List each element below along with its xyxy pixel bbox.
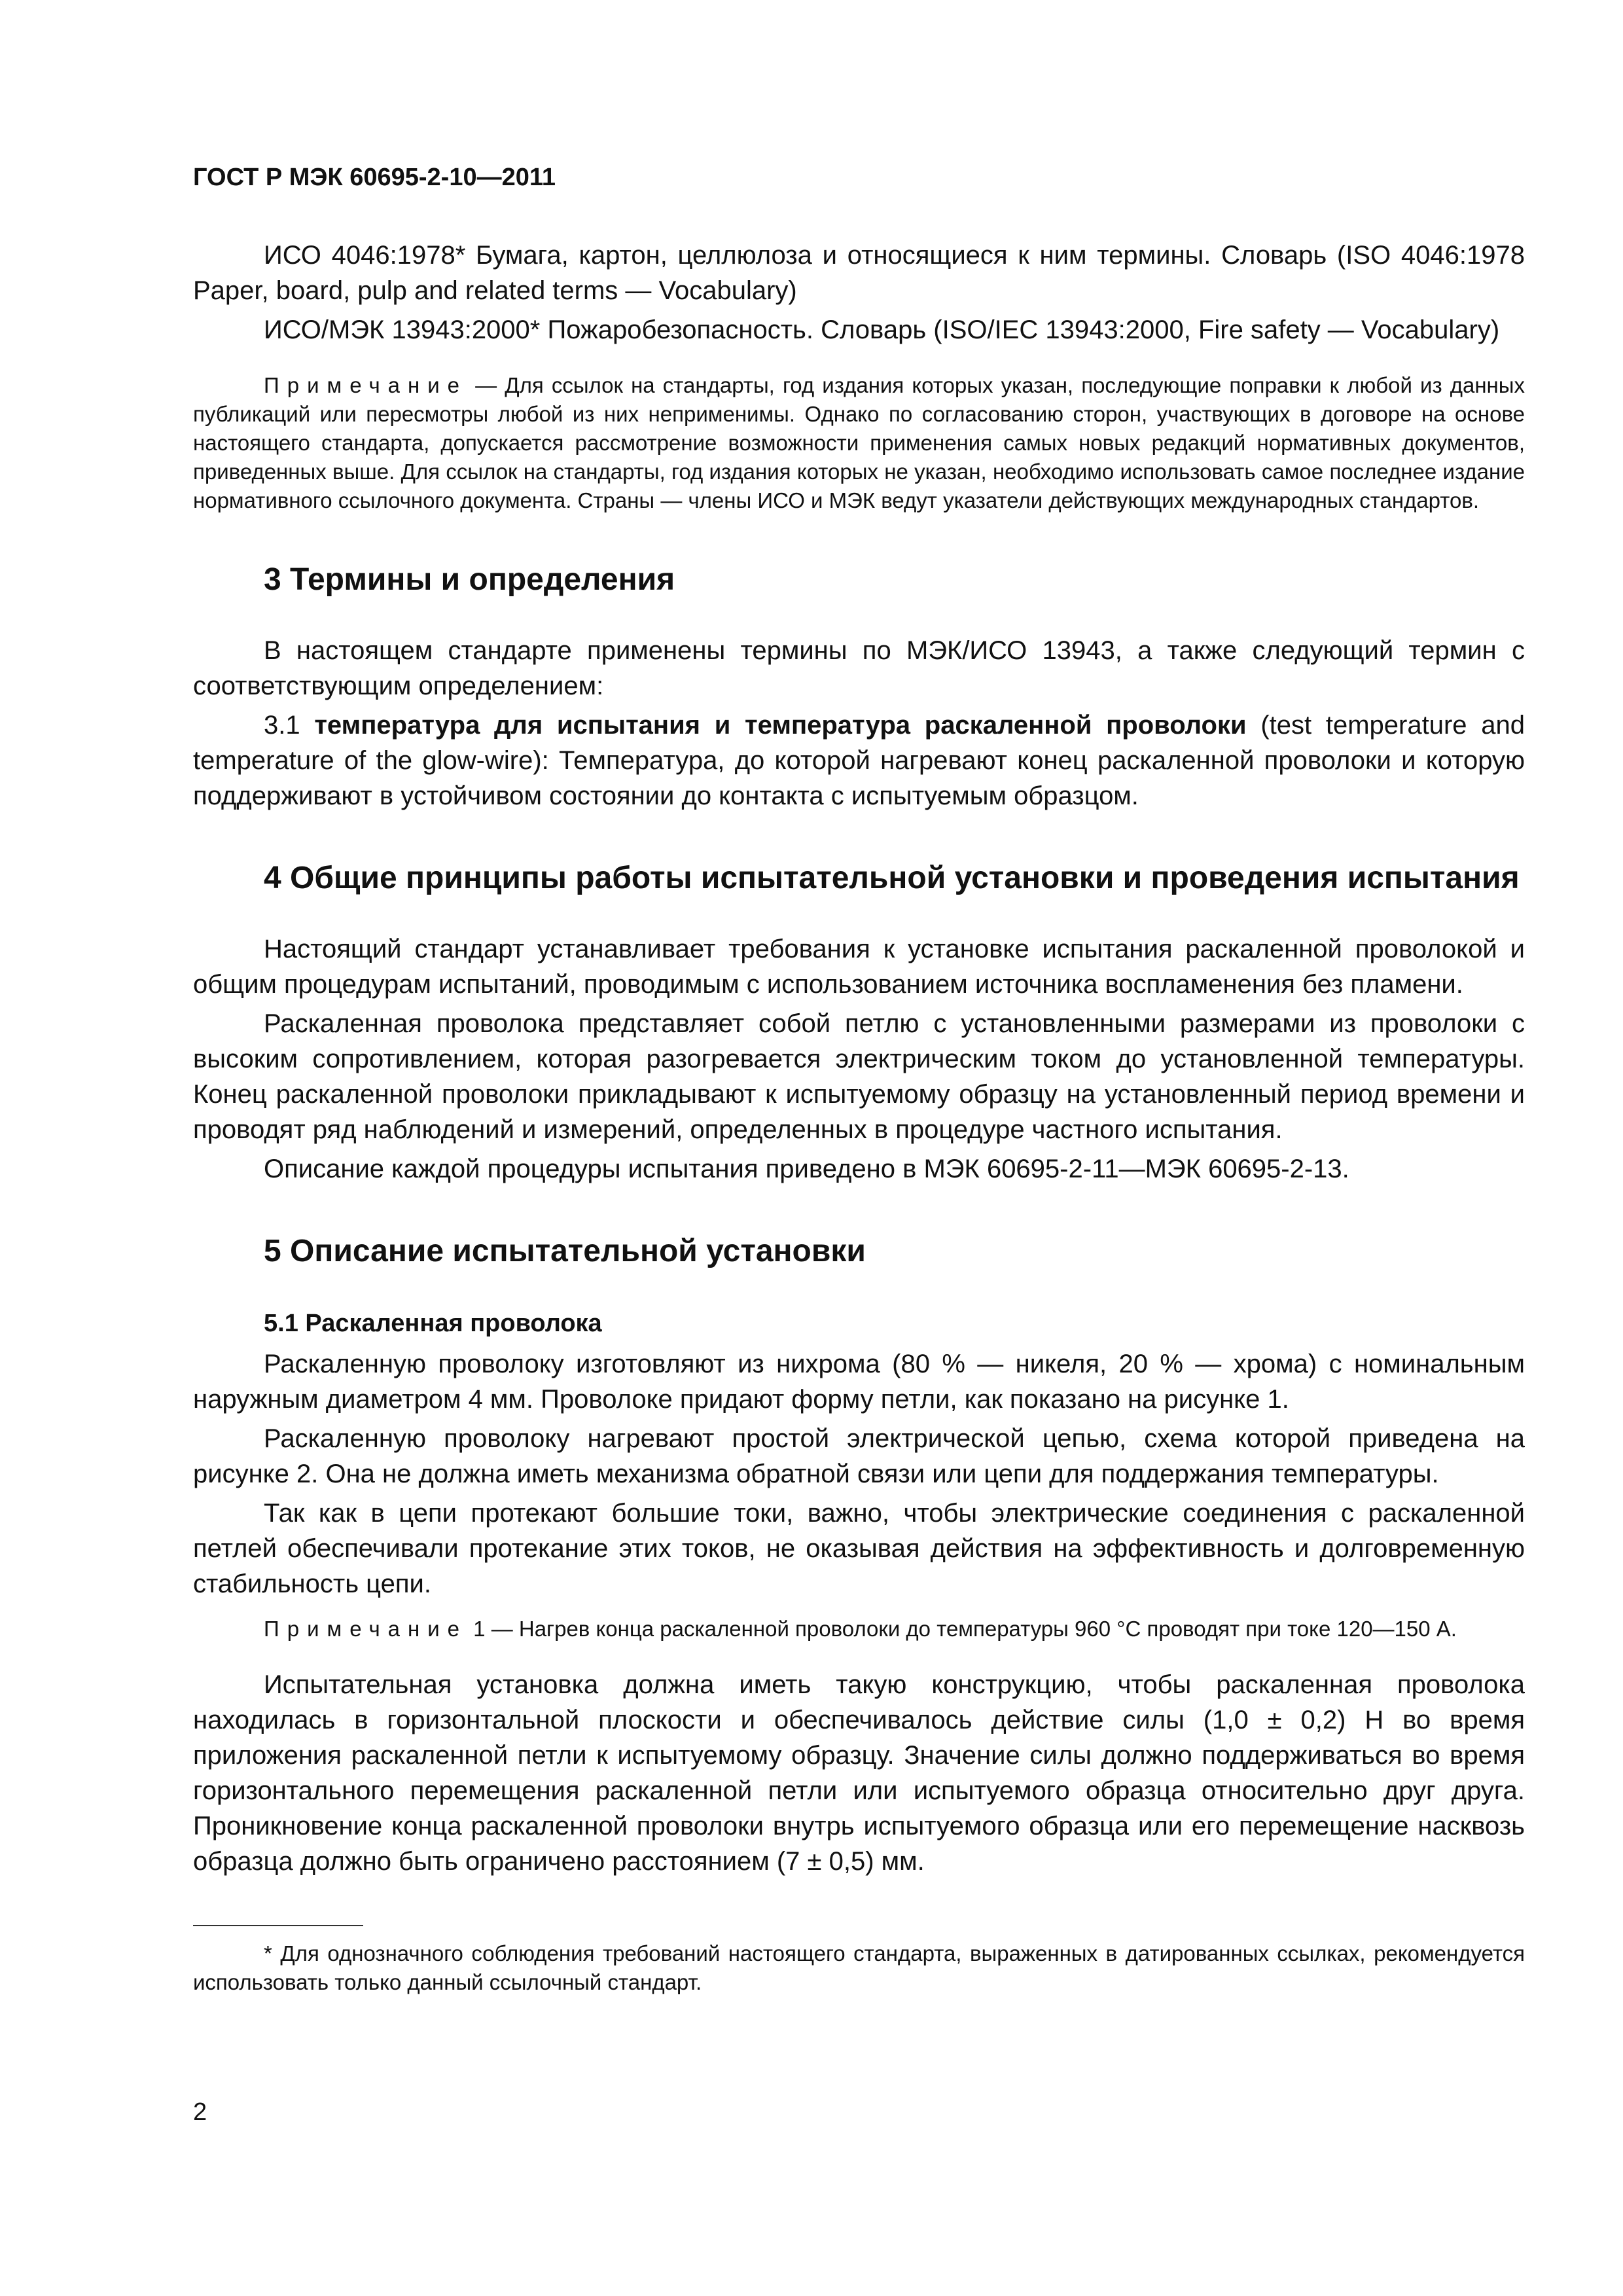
document-header: ГОСТ Р МЭК 60695-2-10—2011 — [193, 164, 556, 191]
section-3-intro: В настоящем стандарте применены термины по МЭК/ИСО 13943, а также следующий термин с соответствующим определением: — [193, 636, 1525, 700]
note-label: Примечание — [264, 373, 468, 397]
note-text: — Для ссылок на стандарты, год издания которых указан, последующие поправки к любой из данных публикаций или пересмотры любой из них неприменимы. Однако по согласованию сторон, участвующих в договоре на основе настоящего стандарта, допускается рассмотрение возможности применения самых новых редакций нормативных документов, приведенных выше. Для ссылок на стандарты, год издания которых не указан, необходимо использовать самое последнее издание нормативного ссылочного документа. Страны — члены ИСО и МЭК ведут указатели действующих международных стандартов. — [193, 373, 1525, 512]
section-4-paragraph: Раскаленная проволока представляет собой петлю с установленными размерами из проволоки с высоким сопротивлением, которая разогревается электрическим током до установленной температуры. Конец раскаленной проволоки прикладывают к испытуемому образцу на установленный период времени и проводят ряд наблюдений и измерений, определенных в процедуре частного испытания. — [193, 1009, 1525, 1144]
note-text: 1 — Нагрев конца раскаленной проволоки до температуры 960 °С проводят при токе 120—150 А. — [467, 1617, 1457, 1641]
section-5-paragraph: Раскаленную проволоку изготовляют из нихрома (80 % — никеля, 20 % — хрома) с номинальным наружным диаметром 4 мм. Проволоке придают форму петли, как показано на рисунке 1. — [193, 1350, 1525, 1414]
section-4-paragraph: Описание каждой процедуры испытания приведено в МЭК 60695-2-11—МЭК 60695-2-13. — [264, 1155, 1349, 1183]
note-label: Примечание — [264, 1617, 468, 1641]
term-definition-text: (test temperature and temperature of the glow-wire): Температура, до которой нагревают конец раскаленной проволоки и которую поддерживают в устойчивом состоянии до контакта с испытуемым образцом. — [193, 711, 1525, 810]
section-3-title: 3 Термины и определения — [264, 562, 675, 597]
section-5-final-paragraph: Испытательная установка должна иметь такую конструкцию, чтобы раскаленная проволока находилась в горизонтальной плоскости и обеспечивалось действие силы (1,0 ± 0,2) Н во время приложения раскаленной петли к испытуемому образцу. Значение силы должно поддерживаться во время горизонтального перемещения раскаленной петли или испытуемого образца относительно друг друга. Проникновение конца раскаленной проволоки внутрь испытуемого образца или его перемещение насквозь образца должно быть ограничено расстоянием (7 ± 0,5) мм. — [193, 1670, 1525, 1876]
term-name: температура для испытания и температура раскаленной проволоки — [314, 711, 1247, 740]
reference-iso-iec-13943: ИСО/МЭК 13943:2000* Пожаробезопасность. Словарь (ISO/IEC 13943:2000, Fire safety — Vocabulary) — [264, 315, 1500, 344]
section-5-paragraph: Так как в цепи протекают большие токи, важно, чтобы электрические соединения с раскаленной петлей обеспечивали протекание этих токов, не оказывая действия на эффективность и долговременную стабильность цепи. — [193, 1499, 1525, 1598]
section-5-paragraph: Раскаленную проволоку нагревают простой электрической цепью, схема которой приведена на рисунке 2. Она не должна иметь механизма обратной связи или цепи для поддержания температуры. — [193, 1424, 1525, 1488]
term-number: 3.1 — [264, 711, 315, 740]
section-4-paragraph: Настоящий стандарт устанавливает требования к установке испытания раскаленной проволокой и общим процедурам испытаний, проводимым с использованием источника воспламенения без пламени. — [193, 935, 1525, 999]
footnote-divider — [193, 1925, 363, 1926]
note-references — [193, 371, 1525, 515]
section-5-title: 5 Описание испытательной установки — [264, 1234, 866, 1268]
note-1 — [193, 1615, 1525, 1643]
term-definition-3-1 — [193, 708, 1525, 814]
reference-iso-4046: ИСО 4046:1978* Бумага, картон, целлюлоза и относящиеся к ним термины. Словарь (ISO 4046:1978 Paper, board, pulp and related terms — Vocabulary) — [193, 241, 1525, 305]
subsection-5-1-title: 5.1 Раскаленная проволока — [264, 1310, 602, 1337]
footnote: * Для однозначного соблюдения требований настоящего стандарта, выраженных в датированных ссылках, рекомендуется использовать только данный ссылочный стандарт. — [193, 1941, 1525, 1994]
page-number: 2 — [193, 2098, 207, 2126]
section-4-title: 4 Общие принципы работы испытательной установки и проведения испытания — [264, 861, 1520, 895]
